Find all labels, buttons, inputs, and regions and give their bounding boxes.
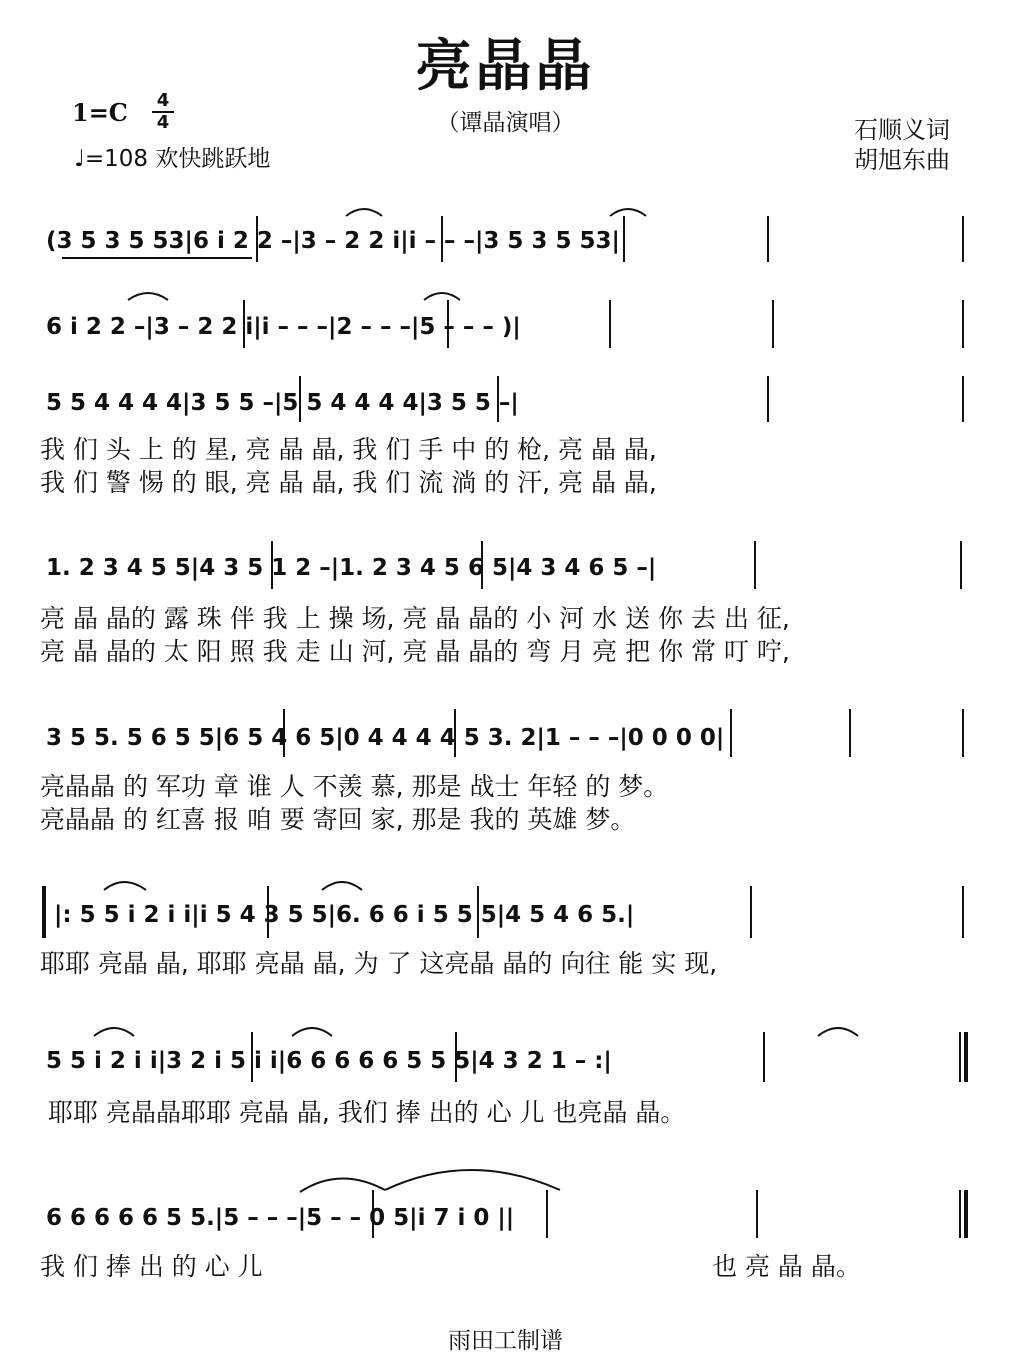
tie-arc (385, 1170, 560, 1190)
system-6 (40, 882, 963, 978)
tie-arc (128, 293, 168, 300)
tie-arc (818, 1028, 858, 1036)
time-signature-bottom: 4 (156, 112, 170, 133)
time-signature-top: 4 (156, 90, 170, 111)
lyrics-ending-1: 我 们 捧 出 的 心 儿 (40, 1252, 263, 1281)
notes-line-2: 6 i 2 2 –|3 – 2 2 i|i – – –|2 – – –|5 – – – )| (46, 314, 521, 340)
singer-credit: （谭晶演唱） (436, 110, 575, 136)
lyrics-verse-2: 亮 晶 晶的 太 阳 照 我 走 山 河, 亮 晶 晶的 弯 月 亮 把 你 常 叮 咛, (40, 637, 790, 666)
notes-line-6: |: 5 5 i 2 i i|i 5 4 3 5 5|6. 6 6 i 5 5 5|4 5 4 6 5.| (54, 902, 635, 928)
lyrics-verse-1: 亮晶晶 的 军功 章 谁 人 不羡 慕, 那是 战士 年轻 的 梦。 (40, 772, 669, 801)
tie-arc (610, 209, 646, 216)
tie-arc (292, 1028, 332, 1036)
lyrics-chorus-1: 耶耶 亮晶 晶, 耶耶 亮晶 晶, 为 了 这亮晶 晶的 向往 能 实 现, (40, 949, 718, 978)
song-title: 亮晶晶 (415, 34, 596, 99)
system-8 (40, 1170, 966, 1281)
tie-arc (300, 1178, 385, 1192)
notes-line-3: 5 5 4 4 4 4|3 5 5 –|5 5 4 4 4 4|3 5 5 –| (46, 390, 519, 416)
lyrics-verse-1: 亮 晶 晶的 露 珠 伴 我 上 操 场, 亮 晶 晶的 小 河 水 送 你 去 出 征, (40, 604, 790, 633)
tie-arc (322, 882, 362, 890)
lyrics-chorus-2: 耶耶 亮晶晶耶耶 亮晶 晶, 我们 捧 出的 心 儿 也亮晶 晶。 (48, 1098, 686, 1127)
system-5 (40, 709, 963, 834)
tie-arc (94, 1028, 134, 1036)
composer-credit: 胡旭东曲 (854, 146, 950, 174)
lyricist-credit: 石顺义词 (854, 116, 950, 144)
system-2 (46, 293, 963, 348)
lyrics-verse-1: 我 们 头 上 的 星, 亮 晶 晶, 我 们 手 中 的 枪, 亮 晶 晶, (40, 435, 657, 464)
lyrics-ending-2: 也 亮 晶 晶。 (712, 1252, 861, 1281)
key-signature: 1=C (72, 98, 128, 127)
lyrics-verse-2: 亮晶晶 的 红喜 报 咱 要 寄回 家, 那是 我的 英雄 梦。 (40, 805, 636, 834)
system-4 (40, 541, 961, 666)
notes-line-7: 5 5 i 2 i i|3 2 i 5 i i|6 6 6 6 6 5 5 5|4 3 2 1 – :| (46, 1048, 612, 1074)
notes-line-8: 6 6 6 6 6 5 5.|5 – – –|5 – – 0 5|i 7 i 0 || (46, 1205, 515, 1231)
system-3 (40, 376, 963, 497)
transcriber-credit: 雨田工制谱 (448, 1328, 563, 1354)
lyrics-verse-2: 我 们 警 惕 的 眼, 亮 晶 晶, 我 们 流 淌 的 汗, 亮 晶 晶, (40, 468, 657, 497)
notes-line-5: 3 5 5. 5 6 5 5|6 5 4 6 5|0 4 4 4 4 5 3. 2|1 – – –|0 0 0 0| (46, 725, 725, 751)
tie-arc (424, 293, 460, 300)
tie-arc (346, 209, 382, 216)
system-1 (46, 209, 963, 262)
tie-arc (104, 882, 146, 890)
system-7 (46, 1028, 966, 1127)
notes-line-4: 1. 2 3 4 5 5|4 3 5 1 2 –|1. 2 3 4 5 6 5|4 3 4 6 5 –| (46, 555, 657, 581)
tempo-marking: ♩=108 欢快跳跃地 (74, 146, 271, 172)
notes-line-1: (3 5 3 5 53|6 i 2 2 –|3 – 2 2 i|i – – –|3 5 3 5 53| (46, 228, 620, 254)
